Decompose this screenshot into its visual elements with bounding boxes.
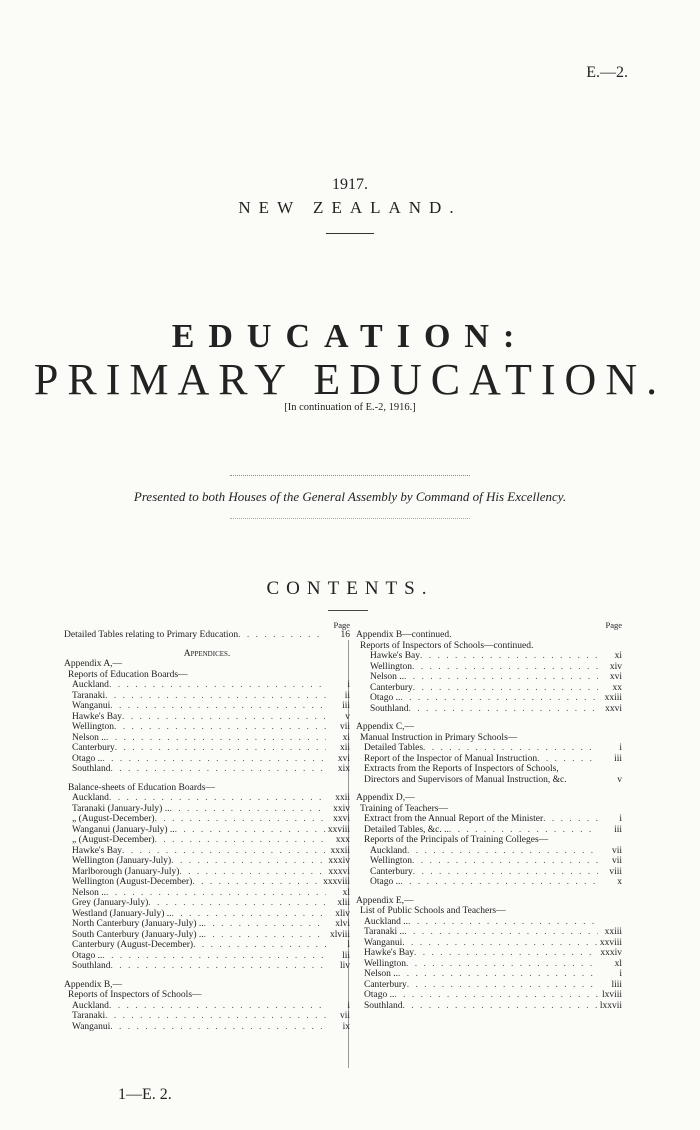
toc-entry [64, 898, 350, 909]
leader-dots [406, 959, 598, 970]
divider-rule [328, 610, 368, 611]
toc-entry [356, 948, 622, 959]
entry-label: Canterbury [370, 682, 413, 693]
toc-entry [64, 733, 350, 744]
entry-page: i [347, 680, 350, 690]
entry-label: Grey (January-July) [72, 898, 149, 908]
entry-label: Marlborough (January-July) [72, 866, 180, 877]
toc-entry [356, 917, 622, 928]
section-heading: Reports of the Principals of Training Colleges— [364, 835, 549, 845]
entry-page: lxviii [601, 990, 622, 1000]
main-title: EDUCATION: [171, 318, 529, 355]
appendix-heading: Appendix A,— [64, 659, 123, 669]
appendix-heading: Appendix B—continued. [356, 630, 452, 640]
leader-dots [420, 651, 598, 662]
page-footer: 1—E. 2. [118, 1086, 172, 1103]
toc-entry [64, 856, 350, 867]
entry-label: Southland [364, 1000, 403, 1011]
entry-label: Westland (January-July) .. [72, 908, 172, 919]
toc-entry [64, 793, 350, 804]
leader-dots [172, 909, 327, 920]
toc-entry [356, 1001, 622, 1012]
entry-page: liii [611, 979, 622, 990]
toc-entry [356, 814, 622, 825]
toc-entry [356, 938, 622, 949]
toc-entry: Detailed Tables relating to Primary Education . . . 16 [64, 630, 350, 641]
entry-label: Otago .. [72, 950, 103, 961]
leader-dots [537, 754, 598, 765]
toc-entry [356, 969, 622, 980]
leader-dots [171, 856, 326, 867]
entry-page: xiv [609, 661, 622, 672]
leader-dots [407, 846, 598, 857]
toc-entry [356, 693, 622, 704]
entry-label: Otago .. [72, 753, 103, 764]
entry-page: lii [342, 950, 350, 961]
leader-dots [105, 691, 326, 702]
leader-dots [106, 733, 326, 744]
entry-page: viii [609, 866, 622, 877]
section-heading: List of Public Schools and Teachers— [360, 906, 506, 916]
toc-entry [356, 825, 622, 836]
leader-dots [122, 712, 326, 723]
entry-page: xl [342, 887, 350, 898]
entry-label: Canterbury [364, 979, 407, 990]
entry-label: Wellington [364, 958, 406, 969]
divider-rule [230, 475, 470, 476]
entry-label: Nelson .. [72, 887, 107, 898]
entry-label: Nelson .. [370, 672, 405, 682]
entry-page: xxvi [333, 814, 350, 824]
entry-page: xxviii [599, 937, 622, 948]
leader-dots [413, 683, 598, 694]
toc-entry [64, 1022, 350, 1033]
leader-dots [111, 764, 326, 775]
entry-page: xi [342, 732, 350, 743]
toc-entry [356, 990, 622, 1001]
leader-dots [102, 754, 326, 765]
entry-page: xxxiv [600, 948, 622, 958]
toc-entry [64, 691, 350, 702]
entry-label: Wellington [370, 856, 412, 866]
toc-entry [64, 754, 350, 765]
entry-label: Auckland [370, 845, 407, 856]
entry-label: Wellington [72, 722, 114, 732]
toc-entry [356, 651, 622, 662]
toc-entry [356, 877, 622, 888]
toc-entry [64, 804, 350, 815]
entry-page: xxii [335, 793, 350, 803]
entry-page: xxxviii [323, 877, 350, 887]
leader-dots [155, 835, 326, 846]
entry-label: Hawke's Bay [370, 651, 420, 661]
leader-dots [109, 680, 326, 691]
entry-page: xxxii [330, 845, 350, 856]
leader-dots [404, 927, 598, 938]
toc-entry [356, 856, 622, 867]
entry-label: Otago .. [364, 990, 395, 1000]
entry-label: Auckland [72, 680, 109, 690]
entry-label: Taranaki [72, 690, 106, 701]
leader-dots [175, 825, 326, 836]
balance-list [64, 793, 350, 972]
leader-dots [413, 867, 598, 878]
toc-entry [64, 919, 350, 930]
entry-label: Taranaki [72, 1011, 106, 1021]
leader-dots [412, 856, 598, 867]
entry-page: iii [342, 701, 350, 711]
entry-page: x [617, 877, 622, 887]
entry-label: Southland [72, 961, 111, 971]
entry-page: iii [614, 824, 622, 835]
leader-dots [404, 672, 598, 683]
divider-rule [230, 518, 470, 519]
leader-dots [192, 877, 321, 888]
country-title: NEW ZEALAND. [238, 198, 462, 217]
entry-page: xvi [337, 753, 350, 764]
entry-page: xxviii [327, 824, 350, 835]
entry-label: Auckland .. [364, 916, 409, 927]
toc-entry [64, 877, 350, 888]
leader-dots [204, 919, 326, 930]
entry-label: Nelson .. [364, 969, 399, 979]
appendix-heading: Appendix E,— [356, 895, 414, 906]
entry-page: ii [344, 690, 350, 701]
toc-entry [356, 743, 622, 754]
entry-label: Wanganui (January-July) .. [72, 824, 175, 835]
entry-label: Hawke's Bay [72, 845, 122, 856]
toc-entry [356, 704, 622, 715]
entry-page: i [619, 814, 622, 824]
toc-entry [356, 867, 622, 878]
entry-page: xxiii [604, 693, 622, 703]
entry-label: Canterbury [370, 866, 413, 877]
entry-page [598, 917, 622, 928]
appendices-heading: Appendices. [183, 648, 231, 659]
entry-page: xi [614, 651, 622, 661]
appendix-heading: Appendix B,— [64, 979, 123, 990]
leader-dots [122, 846, 326, 857]
schools-list [356, 917, 622, 1012]
entry-page: vii [611, 856, 622, 866]
leader-dots [402, 938, 598, 949]
entry-label: Wellington (August-December) [72, 877, 193, 887]
entry-page: xvi [609, 672, 622, 682]
toc-entry [64, 930, 350, 941]
leader-dots [169, 804, 326, 815]
leader-dots [449, 825, 598, 836]
entry-page: i [619, 969, 622, 979]
entry-label: Detailed Tables [364, 743, 424, 753]
entry-label: Wellington [370, 661, 412, 672]
entry-page: xii [339, 743, 350, 753]
divider-rule [326, 233, 374, 234]
toc-entry [64, 888, 350, 899]
continuation-note: [In continuation of E.-2, 1916.] [284, 402, 416, 413]
leader-dots [109, 1001, 326, 1012]
leader-dots [193, 940, 326, 951]
entry-label: Taranaki (January-July) .. [72, 803, 170, 814]
subtitle: PRIMARY EDUCATION. [33, 355, 667, 404]
section-heading: Reports of Education Boards— [68, 669, 188, 680]
page-header: Page [333, 620, 350, 630]
entry-label: Wanganui [364, 937, 403, 948]
toc-entry [64, 951, 350, 962]
contents-left-column [64, 620, 350, 1032]
entry-label: Auckland [72, 1000, 109, 1011]
entry-label: Auckland [72, 793, 109, 803]
entry-label: „ (August-December) [72, 814, 155, 824]
leader-dots [394, 990, 598, 1001]
entry-page: liv [339, 961, 350, 971]
toc-entry [64, 1001, 350, 1012]
toc-entry [64, 701, 350, 712]
entry-label: „ (August-December) [72, 835, 155, 845]
manual-list [356, 743, 622, 764]
leader-dots [398, 969, 598, 980]
entry-page: v [345, 711, 350, 722]
entry-page: xx [612, 682, 622, 693]
leader-dots [407, 980, 598, 991]
year: 1917. [332, 176, 368, 193]
contents-right-column [356, 620, 622, 1011]
toc-entry [64, 712, 350, 723]
entry-label: Southland [72, 764, 111, 774]
toc-entry [64, 825, 350, 836]
inspectors-cont-list [356, 651, 622, 714]
toc-entry [64, 764, 350, 775]
leader-dots [409, 704, 598, 715]
entry-page: ix [342, 1021, 350, 1032]
principals-list [356, 846, 622, 888]
entry-page: l [347, 940, 350, 950]
toc-entry [64, 940, 350, 951]
toc-entry: Extracts from the Reports of Inspectors of Schools, Directors and Supervisors of Manual Instruction, &c. v [364, 764, 622, 785]
entry-page: xix [337, 764, 350, 774]
entry-label: North Canterbury (January-July) .. [72, 919, 204, 929]
presented-line: Presented to both Houses of the General Assembly by Command of His Excellency. [133, 489, 567, 504]
toc-entry [356, 980, 622, 991]
entry-label: Wanganui [72, 1021, 111, 1032]
toc-entry [356, 662, 622, 673]
section-heading: Reports of Inspectors of Schools— [68, 990, 202, 1000]
inspectors-list [64, 1001, 350, 1033]
toc-entry [64, 867, 350, 878]
leader-dots [109, 793, 326, 804]
toc-entry [64, 680, 350, 691]
toc-entry [64, 909, 350, 920]
leader-dots [110, 701, 326, 712]
section-heading: Balance-sheets of Education Boards— [68, 782, 215, 793]
leader-dots [400, 693, 598, 704]
toc-entry [64, 1011, 350, 1022]
leader-dots [102, 951, 326, 962]
section-heading: Reports of Inspectors of Schools—continued. [360, 640, 534, 651]
toc-entry [64, 835, 350, 846]
leader-dots [408, 917, 598, 928]
leader-dots [114, 722, 326, 733]
entry-page: xl [614, 958, 622, 969]
entry-page: xxx [335, 835, 350, 845]
appendix-heading: Appendix D,— [356, 793, 415, 803]
entry-label: Canterbury (August-December) [72, 940, 194, 950]
leader-dots [414, 948, 598, 959]
boards-list [64, 680, 350, 775]
entry-label: Otago .. [370, 693, 401, 703]
entry-label: Detailed Tables, &c. .. [364, 824, 449, 835]
entry-label: Wanganui [72, 701, 111, 711]
toc-entry [64, 961, 350, 972]
entry-page: i [347, 1000, 350, 1011]
leader-dots [204, 930, 326, 941]
leader-dots [115, 743, 326, 754]
entry-page: vii [611, 845, 622, 856]
leader-dots [155, 814, 326, 825]
entry-label: Taranaki .. [364, 927, 405, 937]
leader-dots [543, 814, 598, 825]
entry-page: iii [614, 753, 622, 764]
toc-entry [356, 754, 622, 765]
page-header: Page [605, 620, 622, 630]
entry-page: xxvi [605, 703, 622, 714]
toc-entry [356, 959, 622, 970]
entry-page: lxxvii [599, 1000, 622, 1011]
entry-label: Southland [370, 703, 409, 714]
toc-entry [356, 683, 622, 694]
entry-page: xxxiv [328, 856, 350, 866]
entry-label: Nelson .. [72, 732, 107, 743]
leader-dots [105, 1011, 326, 1022]
entry-page: xlvi [335, 919, 350, 929]
entry-page: xxxvi [328, 866, 350, 877]
entry-label: Report of the Inspector of Manual Instruction [364, 753, 538, 764]
entry-page: vii [339, 722, 350, 732]
toc-entry [64, 846, 350, 857]
entry-page: xlii [337, 898, 350, 908]
appendix-heading: Appendix C,— [356, 722, 415, 732]
entry-page: xliv [335, 908, 350, 919]
toc-entry [356, 672, 622, 683]
training-list [356, 814, 622, 835]
entry-page: i [619, 743, 622, 753]
leader-dots [179, 867, 326, 878]
entry-page: xxiii [604, 927, 622, 937]
entry-page: xxiv [333, 803, 350, 814]
entry-label: Otago .. [370, 877, 401, 887]
toc-entry [356, 927, 622, 938]
entry-page: vii [339, 1011, 350, 1021]
section-heading: Manual Instruction in Primary Schools— [360, 732, 518, 743]
entry-page: xlviii [329, 929, 350, 940]
leader-dots [106, 888, 326, 899]
leader-dots [403, 1001, 598, 1012]
toc-entry [64, 722, 350, 733]
leader-dots [148, 898, 326, 909]
entry-label: Wellington (January-July) [72, 856, 172, 866]
entry-label: Canterbury [72, 743, 115, 753]
leader-dots [400, 877, 598, 888]
document-reference: E.—2. [586, 64, 628, 81]
contents-title: CONTENTS. [266, 578, 434, 599]
entry-label: South Canterbury (January-July) .. [72, 929, 204, 940]
toc-entry [64, 743, 350, 754]
section-heading: Training of Teachers— [360, 803, 448, 814]
leader-dots [110, 1022, 326, 1033]
toc-entry [356, 846, 622, 857]
entry-label: Hawke's Bay [364, 948, 414, 958]
leader-dots [111, 961, 326, 972]
entry-label: Extract from the Annual Report of the Minister [364, 814, 544, 824]
leader-dots [412, 662, 598, 673]
entry-label: Hawke's Bay [72, 711, 122, 722]
leader-dots [423, 743, 598, 754]
toc-entry [64, 814, 350, 825]
